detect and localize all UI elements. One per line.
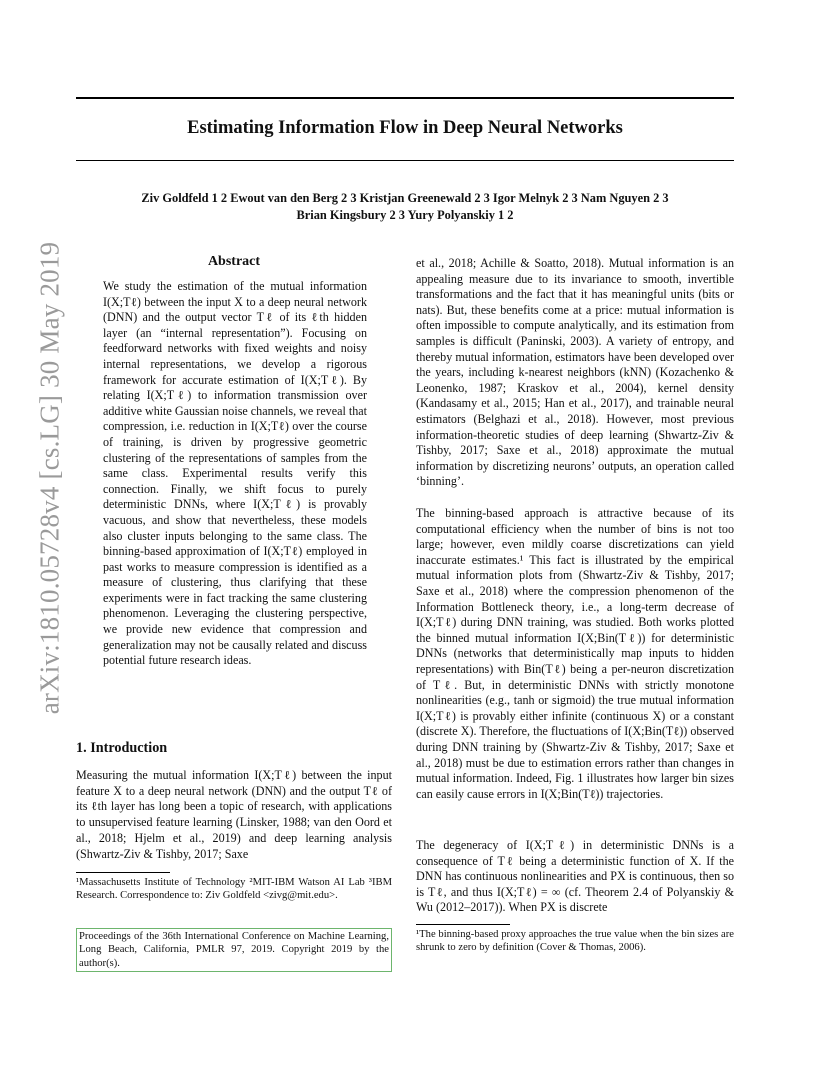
title-bottom-rule [76, 160, 734, 161]
author-line-1: Ziv Goldfeld 1 2 Ewout van den Berg 2 3 Kristjan Greenewald 2 3 Igor Melnyk 2 3 Nam Nguyen 2 3 [141, 191, 669, 205]
footnote-rule [76, 872, 170, 873]
arxiv-stamp: arXiv:1810.05728v4 [cs.LG] 30 May 2019 [34, 241, 65, 715]
abstract-heading: Abstract [207, 254, 261, 269]
section-heading: 1. Introduction [76, 740, 168, 756]
intro-paragraph: Measuring the mutual information I(X;Tℓ) between the input feature X to a deep neural network (DNN) and the output Tℓ of its ℓth layer has long been a topic of research, with applications to unsupervised feature learning (Linsker, 1988; van den Oord et al., 2018; Hjelm et al., 2019) and deep learning analysis (Shwartz-Ziv & Tishby, 2017; Saxe [76, 768, 392, 861]
binning-footnote: ¹The binning-based proxy approaches the true value when the bin sizes are shrunk to zero by definition (Cover & Thomas, 2006). [416, 929, 734, 954]
copyright-notice[interactable]: Proceedings of the 36th International Conference on Machine Learning, Long Beach, California, PMLR 97, 2019. Copyright 2019 by the author(s). [76, 928, 392, 972]
paper-title: Estimating Information Flow in Deep Neural Networks [187, 118, 623, 138]
abstract-text: We study the estimation of the mutual information I(X;Tℓ) between the input X to a deep neural network (DNN) and the output vector Tℓ of its ℓth hidden layer (an “internal representation”). Focusing on feedforward networks with fixed weights and noisy internal representations, we develop a rigorous framework for accurate estimation of I(X;Tℓ). By relating I(X;Tℓ) to information transmission over additive white Gaussian noise channels, we reveal that compression, i.e. reduction in I(X;Tℓ) over the course of training, is driven by progressive geometric clustering of the representations of samples from the same class. Experimental results verify this connection. Finally, we shift focus to purely deterministic DNNs, where I(X;Tℓ) is provably vacuous, and show that nevertheless, these models also cluster inputs belonging to the same class. The binning-based approximation of I(X;Tℓ) employed in past works to measure compression is identified as a measure of clustering, thus clarifying that these experiments were in fact tracking the same clustering phenomenon. Leveraging the clustering perspective, we provide new evidence that compression and generalization may not be causally related and discuss potential future research ideas. [103, 279, 367, 668]
title-top-rule [76, 97, 734, 99]
right-footnote-rule [416, 924, 510, 925]
affiliation-footnote: ¹Massachusetts Institute of Technology ²MIT-IBM Watson AI Lab ³IBM Research. Correspondence to: Ziv Goldfeld <zivg@mit.edu>. [76, 877, 392, 902]
right-paragraph-3: The degeneracy of I(X;Tℓ) in deterministic DNNs is a consequence of Tℓ being a deterministic function of X. If the DNN has continuous nonlinearities and PX is continuous, then so is Tℓ, and thus I(X;Tℓ) = ∞ (cf. Theorem 2.4 of Polyanskiy & Wu (2012–2017)). When PX is discrete [416, 838, 734, 915]
author-list [76, 190, 734, 224]
right-paragraph-1: et al., 2018; Achille & Soatto, 2018). Mutual information is an appealing measure due to its invariance to smooth, invertible transformations and the fact that it has meaningful units (bits or nats). But, these benefits come at a price: mutual information is often impossible to compute analytically, and its estimation from samples is difficult (Paninski, 2003). A variety of entropy, and thereby mutual information, estimators have been developed over the years, including k-nearest neighbors (kNN) (Kozachenko & Leonenko, 1987; Kraskov et al., 2004), kernel density (Kandasamy et al., 2015; Han et al., 2017), and trainable neural estimators (Belghazi et al., 2018). However, most previous information-theoretic studies of deep learning (Shwartz-Ziv & Tishby, 2017; Saxe et al., 2018) approximate the mutual information by discretizing neurons’ outputs, an operation called ‘binning’. [416, 256, 734, 489]
right-paragraph-2: The binning-based approach is attractive because of its computational efficiency when the number of bins is not too large; however, even mildly coarse discretizations can yield inaccurate estimates.¹ This fact is illustrated by the empirical mutual information plots from (Shwartz-Ziv & Tishby, 2017; Saxe et al., 2018) where the compression phenomenon of the Information Bottleneck theory, i.e., a long-term decrease of I(X;Tℓ) during DNN training, was studied. Both works plotted the binned mutual information I(X;Bin(Tℓ)) for deterministic DNNs (networks that deterministically map inputs to hidden representations) with Bin(Tℓ) being a per-neuron discretization of Tℓ. But, in deterministic DNNs with strictly monotone nonlinearities (e.g., tanh or sigmoid) the true mutual information I(X;Tℓ) is provably either infinite (continuous X) or a constant (discrete X). Therefore, the fluctuations of I(X;Bin(Tℓ)) observed during DNN training by (Shwartz-Ziv & Tishby, 2017; Saxe et al., 2018) must be due to estimation errors rather than changes in mutual information. Indeed, Fig. 1 illustrates how larger bin sizes can easily cause errors in I(X;Bin(Tℓ)) trajectories. [416, 506, 734, 801]
author-line-2: Brian Kingsbury 2 3 Yury Polyanskiy 1 2 [296, 208, 514, 222]
